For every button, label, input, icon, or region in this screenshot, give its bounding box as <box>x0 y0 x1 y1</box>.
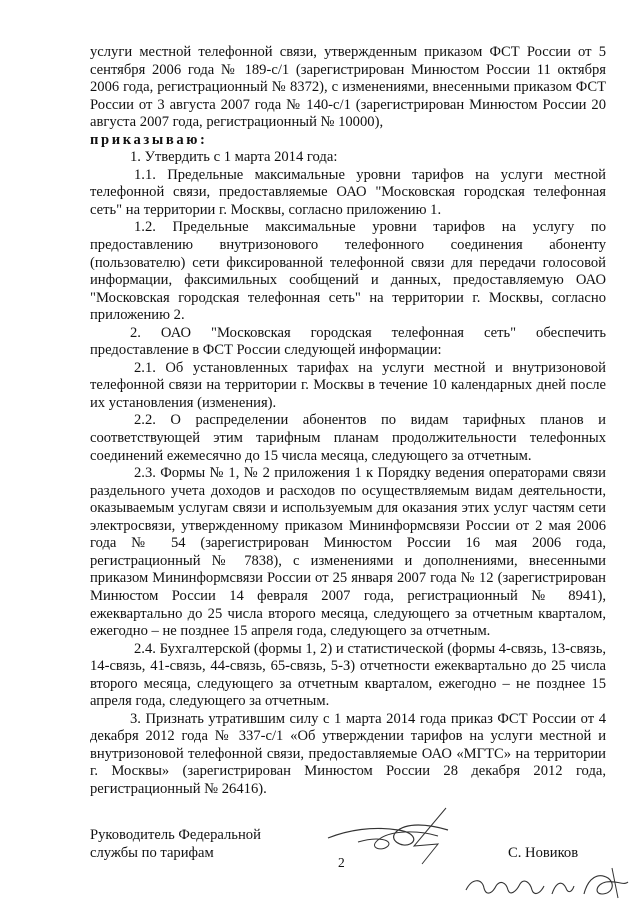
item-2: 2. ОАО "Московская городская телефонная сеть" обеспечить предоставление в ФСТ России следующей информации: <box>90 324 606 359</box>
page-number: 2 <box>338 855 345 870</box>
signatory-title <box>90 826 261 862</box>
item-1-1: 1.1. Предельные максимальные уровни тарифов на услуги местной телефонной связи, предоставляемые ОАО "Московская городская телефонная сеть" на территории г. Москвы, согласно приложению 1. <box>90 166 606 218</box>
item-2-3: 2.3. Формы № 1, № 2 приложения 1 к Порядку ведения операторами связи раздельного учета доходов и расходов по осуществляемым видам деятельности, оказываемым услугам связи и используемым для оказания этих услуг частям сети электросвязи, утвержденному приказом Мининформсвязи России от 2 мая 2006 года № 54 (зарегистрирован Минюстом России 16 мая 2006 года, регистрационный № 7838), с изменениями и дополнениями, внесенными приказом Мининформсвязи России от 25 января 2007 года № 12 (зарегистрирован Минюстом России 14 февраля 2007 года, регистрационный № 8941), ежеквартально до 25 числа второго месяца, следующего за отчетным кварталом, ежегодно – не позднее 15 апреля года, следующего за отчетным. <box>90 465 606 640</box>
order-word: приказываю: <box>90 131 208 148</box>
document-body <box>90 44 606 799</box>
item-2-2: 2.2. О распределении абонентов по видам тарифных планов и соответствующей этим тарифным планам продолжительности телефонных соединений ежемесячно до 15 числа месяца, следующего за отчетным. <box>90 412 606 464</box>
item-2-4: 2.4. Бухгалтерской (формы 1, 2) и статистической (формы 4-связь, 13-связь, 14-связь, 41-связь, 44-связь, 65-связь, 5-З) отчетности ежеквартально до 25 числа второго месяца, следующего за отчетным кварталом, ежегодно – не позднее 15 апреля года, следующего за отчетным. <box>90 640 606 710</box>
handwritten-verification-mark <box>462 864 632 904</box>
item-1-2: 1.2. Предельные максимальные уровни тарифов на услугу по предоставлению внутризонового телефонного соединения абоненту (пользователю) сети фиксированной телефонной связи для передачи голосовой информации, факсимильных сообщений и данных, предоставляемую ОАО "Московская городская телефонная сеть" на территории г. Москвы, согласно приложению 2. <box>90 219 606 324</box>
signatory-title-line2: службы по тарифам <box>90 845 214 861</box>
item-2-1: 2.1. Об установленных тарифах на услуги местной и внутризоновой телефонной связи на территории г. Москвы в течение 10 календарных дней после их установления (изменения). <box>90 359 606 411</box>
paragraph-intro: услуги местной телефонной связи, утвержденным приказом ФСТ России от 5 сентября 2006 года № 189-с/1 (зарегистрирован Минюстом России 11 октября 2006 года, регистрационный № 8372), с изменениями, внесенными приказом ФСТ России от 3 августа 2007 года № 140-с/1 (зарегистрирован Минюстом России 20 августа 2007 года, регистрационный № 10000), <box>90 44 606 131</box>
signatory-title-line1: Руководитель Федеральной <box>90 827 261 843</box>
signatory-name: С. Новиков <box>508 845 579 861</box>
item-1: 1. Утвердить с 1 марта 2014 года: <box>130 149 338 166</box>
item-3: 3. Признать утратившим силу с 1 марта 2014 года приказ ФСТ России от 4 декабря 2012 года № 337-с/1 «Об утверждении тарифов на услуги местной и внутризоновой телефонной связи, предоставляемые ОАО «МГТС» на территории г. Москвы» (зарегистрирован Минюстом России 28 декабря 2012 года, регистрационный № 26416). <box>90 710 606 797</box>
